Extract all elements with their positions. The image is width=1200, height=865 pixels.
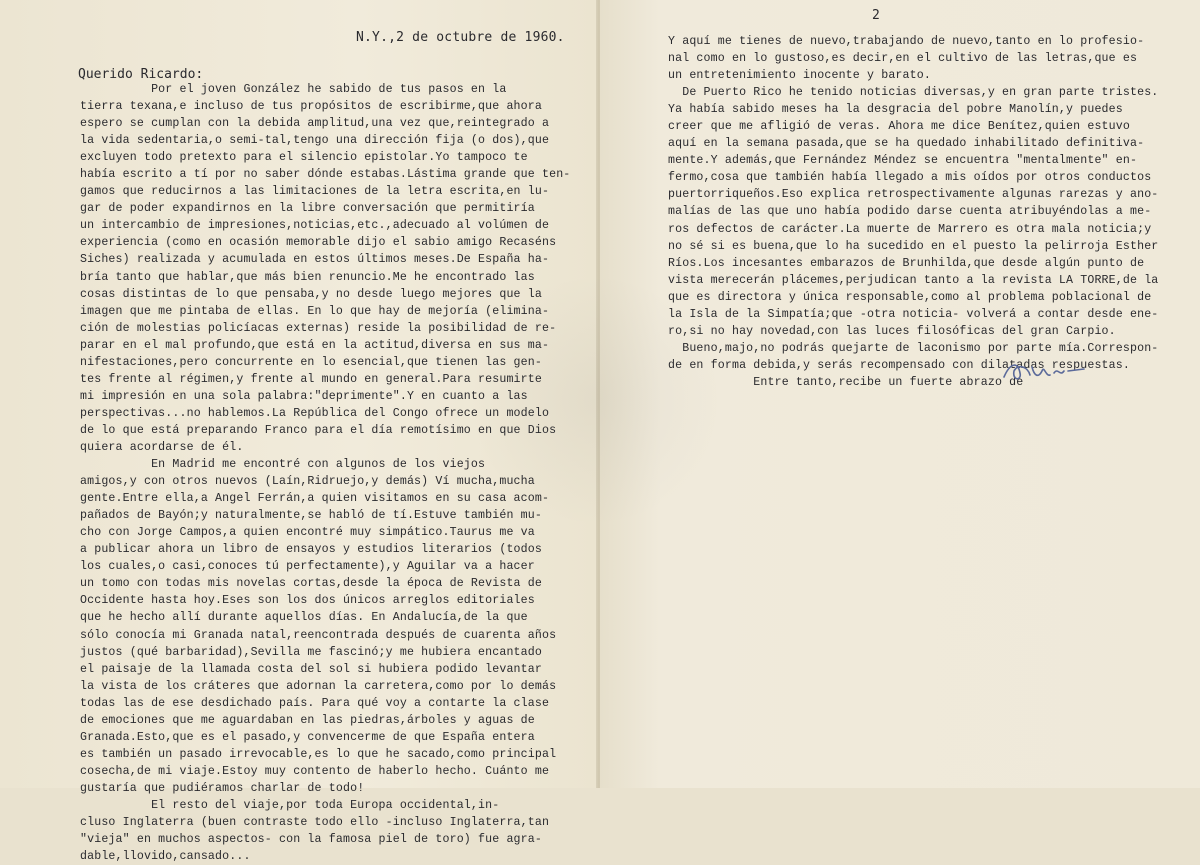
text-line: cosas distintas de lo que pensaba,y no desde luego mejores que la [80, 287, 542, 301]
text-line: todas las de ese desdichado país. Para qué voy a contarte la clase [80, 696, 550, 710]
text-line: Ya había sabido meses ha la desgracia del pobre Manolín,y puedes [668, 103, 1123, 117]
text-line: El resto del viaje,por toda Europa occidental,in- [80, 798, 500, 812]
text-line: ción de molestias policíacas externas) reside la posibilidad de re- [80, 321, 557, 335]
letter-date: N.Y.,2 de octubre de 1960. [356, 30, 565, 45]
text-line: parar en el mal profundo,que está en la actitud,diversa en sus ma- [80, 338, 550, 352]
text-line: sólo conocía mi Granada natal,reencontrada después de cuarenta años [80, 628, 557, 642]
text-line: creer que me afligió de veras. Ahora me dice Benítez,quien estuvo [668, 120, 1130, 134]
letter-body-page-1 [80, 81, 570, 865]
text-line: excluyen todo pretexto para el silencio epistolar.Yo tampoco te [80, 151, 528, 165]
text-line: el paisaje de la llamada costa del sol si hubiera podido levantar [80, 662, 542, 676]
text-line: En Madrid me encontré con algunos de los viejos [80, 458, 486, 472]
text-line: que es directora y única responsable,como al problema poblacional de [668, 290, 1152, 304]
text-line: pañados de Bayón;y naturalmente,se habló de tí.Estuve también mu- [80, 509, 542, 523]
text-line: cho con Jorge Campos,a quien encontré muy simpático.Taurus me va [80, 526, 535, 540]
text-line: nal como en lo gustoso,es decir,en el cultivo de las letras,que es [668, 52, 1138, 66]
handwritten-signature [998, 353, 1098, 387]
text-line: a publicar ahora un libro de ensayos y estudios literarios (todos [80, 543, 542, 557]
text-line: fermo,cosa que también había llegado a mis oídos por otros conductos [668, 171, 1152, 185]
text-line: la vida sedentaria,o semi-tal,tengo una dirección fija (o dos),que [80, 134, 550, 148]
text-line: la vista de los cráteres que adornan la carretera,como por lo demás [80, 679, 557, 693]
text-line: Entre tanto,recibe un fuerte abrazo de [668, 375, 1024, 389]
text-line: Y aquí me tienes de nuevo,trabajando de nuevo,tanto en lo profesio- [668, 35, 1145, 48]
text-line: gamos que reducirnos a las limitaciones de la letra escrita,en lu- [80, 185, 550, 199]
text-line: amigos,y con otros nuevos (Laín,Ridruejo,y demás) Ví mucha,mucha [80, 475, 535, 489]
text-line: gente.Entre ella,a Angel Ferrán,a quien visitamos en su casa acom- [80, 492, 550, 506]
text-line: puertorriqueños.Eso explica retrospectivamente algunas rarezas y ano- [668, 188, 1159, 202]
text-line: quiera acordarse de él. [80, 440, 244, 454]
text-line: Bueno,majo,no podrás quejarte de laconismo por parte mía.Correspon- [668, 341, 1159, 355]
letter-body-page-2 [668, 33, 1158, 391]
text-line: cluso Inglaterra (buen contraste todo ello -incluso Inglaterra,tan [80, 816, 550, 830]
letter-page-1 [0, 0, 598, 864]
text-line: experiencia (como en ocasión memorable dijo el sabio amigo Recaséns [80, 236, 557, 250]
text-line: que he hecho allí durante aquellos días. En Andalucía,de la que [80, 611, 528, 625]
text-line: un entretenimiento inocente y barato. [668, 69, 931, 83]
letter-page-2 [600, 0, 1200, 788]
text-line: un tomo con todas mis novelas cortas,desde la época de Revista de [80, 577, 542, 591]
text-line: no sé si es buena,que lo ha sucedido en el puesto la pelirroja Esther [668, 239, 1159, 253]
text-line: tes frente al régimen,y frente al mundo en general.Para resumirte [80, 372, 542, 386]
text-line: perspectivas...no hablemos.La República del Congo ofrece un modelo [80, 406, 550, 420]
text-line: Ríos.Los incesantes embarazos de Brunhilda,que desde algún punto de [668, 256, 1145, 270]
text-line: Por el joven González he sabido de tus pasos en la [80, 83, 507, 96]
text-line: tierra texana,e incluso de tus propósitos de escribirme,que ahora [80, 100, 542, 114]
text-line: cosecha,de mi viaje.Estoy muy contento de haberlo hecho. Cuánto me [80, 764, 550, 778]
text-line: gustaría que pudiéramos charlar de todo! [80, 781, 365, 795]
text-line: de en forma debida,y serás recompensado con dilatadas respuestas. [668, 358, 1130, 372]
text-line: dable,llovido,cansado... [80, 850, 251, 864]
text-line: Occidente hasta hoy.Eses son los dos únicos arreglos editoriales [80, 594, 535, 608]
text-line: ro,si no hay novedad,con las luces filosóficas del gran Carpio. [668, 324, 1116, 338]
text-line: nifestaciones,pero concurrente en lo esencial,que tienen las gen- [80, 355, 542, 369]
text-line: ros defectos de carácter.La muerte de Marrero es otra mala noticia;y [668, 222, 1152, 236]
text-line: "vieja" en muchos aspectos- con la famosa piel de toro) fue agra- [80, 833, 542, 847]
text-line: un intercambio de impresiones,noticias,etc.,adecuado al volúmen de [80, 219, 550, 233]
text-line: Granada.Esto,que es el pasado,y convencerme de que España entera [80, 730, 535, 744]
text-line: gar de poder expandirnos en la libre conversación que permitiría [80, 202, 535, 216]
text-line: había escrito a tí por no saber dónde estabas.Lástima grande que ten- [80, 168, 571, 182]
text-line: imagen que me pintaba de ellas. En lo que hay de mejoría (elimina- [80, 304, 550, 318]
text-line: de lo que está preparando Franco para el día remotísimo en que Dios [80, 423, 557, 437]
text-line: De Puerto Rico he tenido noticias diversas,y en gran parte tristes. [668, 86, 1159, 100]
text-line: malías de las que uno había podido darse cuenta atribuyéndolas a me- [668, 205, 1152, 219]
text-line: los cuales,o casi,conoces tú perfectamente),y Aguilar va a hacer [80, 560, 535, 574]
text-line: la Isla de la Simpatía;que -otra noticia- volverá a contar desde ene- [668, 307, 1159, 321]
text-line: mi impresión en una sola palabra:"deprimente".Y en cuanto a las [80, 389, 528, 403]
letter-salutation: Querido Ricardo: [78, 67, 204, 82]
page-number: 2 [872, 8, 880, 23]
text-line: es también un pasado irrevocable,es lo que he sacado,como principal [80, 747, 557, 761]
text-line: espero se cumplan con la debida amplitud,una vez que,reintegrado a [80, 117, 550, 131]
text-line: vista merecerán plácemes,perjudican tanto a la revista LA TORRE,de la [668, 273, 1159, 287]
text-line: bría tanto que hablar,que más bien renuncio.Me he encontrado las [80, 270, 535, 284]
text-line: justos (qué barbaridad),Sevilla me fascinó;y me hubiera encantado [80, 645, 542, 659]
text-line: mente.Y además,que Fernández Méndez se encuentra "mentalmente" en- [668, 154, 1138, 168]
text-line: aquí en la semana pasada,que se ha quedado inhabilitado definitiva- [668, 137, 1145, 151]
text-line: Siches) realizada y acumulada en estos últimos meses.De España ha- [80, 253, 550, 267]
text-line: de emociones que me aguardaban en las piedras,árboles y aguas de [80, 713, 535, 727]
